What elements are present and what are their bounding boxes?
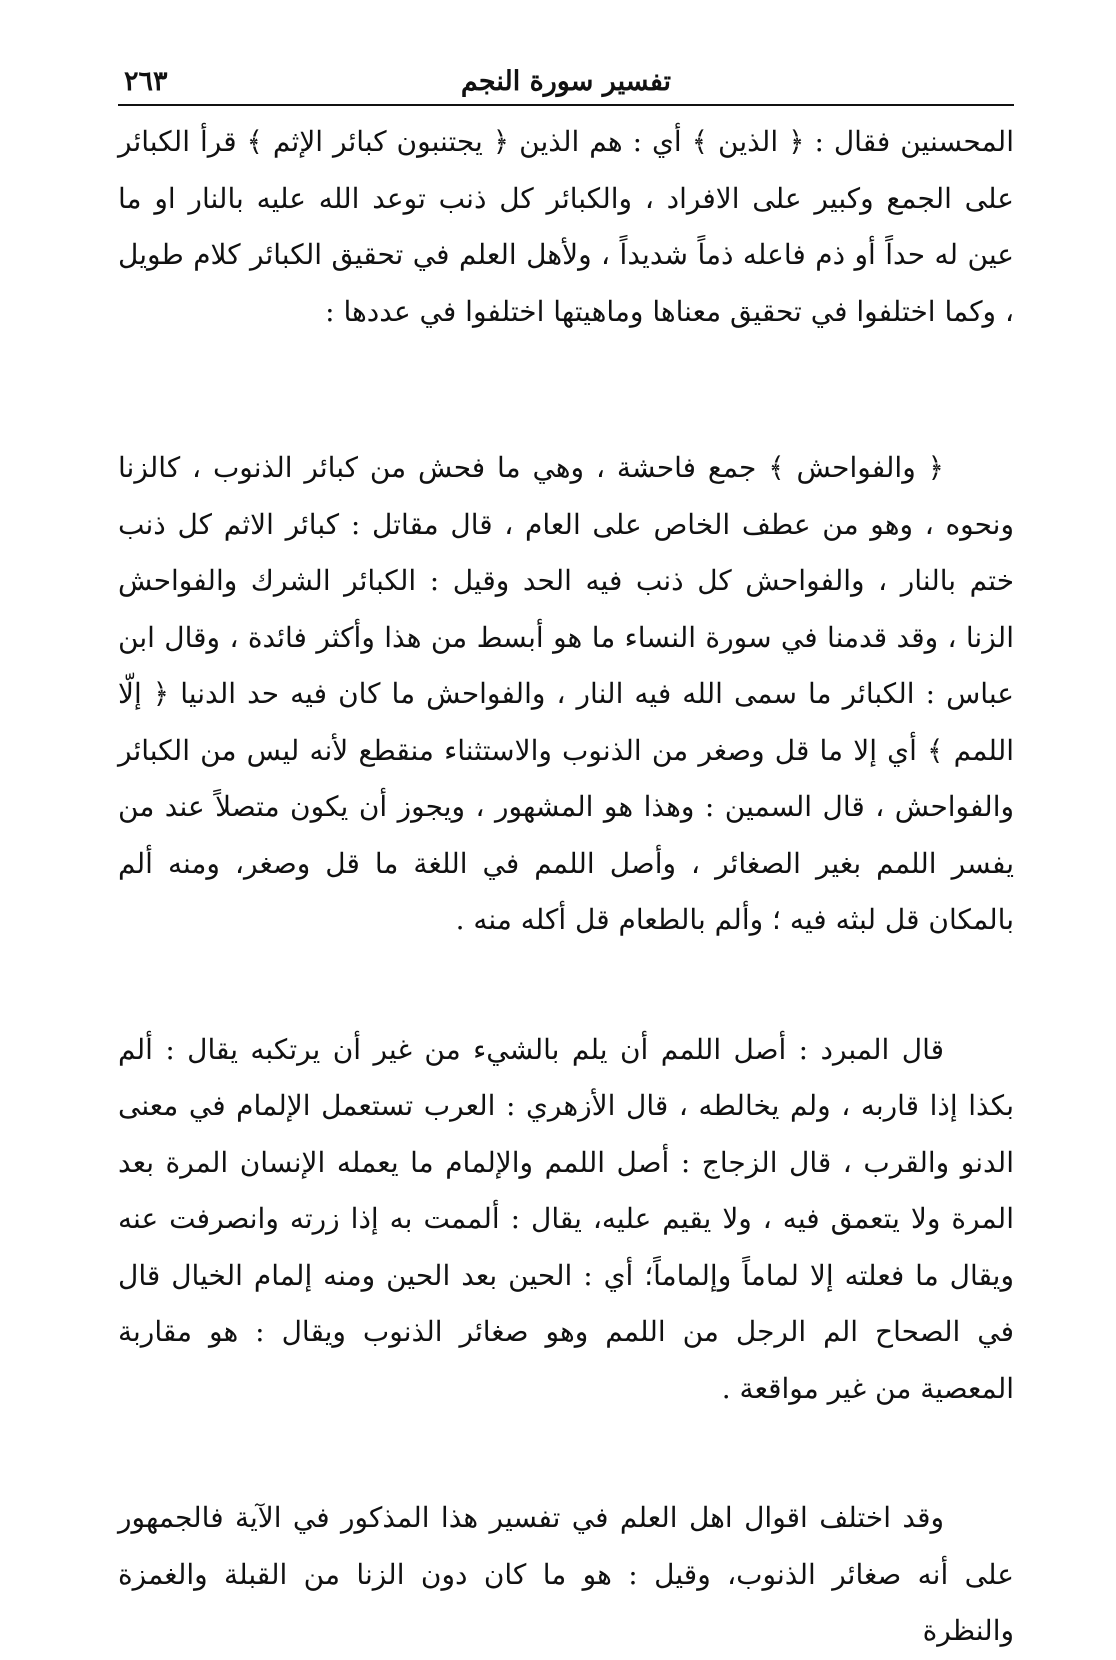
paragraph-2: ﴿ والفواحش ﴾ جمع فاحشة ، وهي ما فحش من كبائر الذنوب ، كالزنا ونحوه ، وهو من عطف الخاص على العام ، قال مقاتل : كبائر الاثم كل ذنب ختم بالنار ، والفواحش كل ذنب فيه الحد وقيل : الكبائر الشرك والفواحش الزنا ، وقد قدمنا في سورة النساء ما هو أبسط من هذا وأكثر فائدة ، وقال ابن عباس : الكبائر ما سمى الله فيه النار ، والفواحش ما كان فيه حد الدنيا ﴿ إلّا اللمم ﴾ أي إلا ما قل وصغر من الذنوب والاستثناء منقطع لأنه ليس من الكبائر والفواحش ، قال السمين : وهذا هو المشهور ، ويجوز أن يكون متصلاً عند من يفسر اللمم بغير الصغائر ، وأصل اللمم في اللغة ما قل وصغر، ومنه ألم بالمكان قل لبثه فيه ؛ وألم بالطعام قل أكله منه . bbox=[118, 451, 1014, 936]
document-page bbox=[118, 60, 1014, 1647]
paragraph-4: وقد اختلف اقوال اهل العلم في تفسير هذا المذكور في الآية فالجمهور على أنه صغائر الذنوب، وقيل : هو ما كان دون الزنا من القبلة والغمزة والنظرة bbox=[118, 1501, 1014, 1647]
paragraph-spacer bbox=[118, 1417, 1014, 1490]
paragraph-3: قال المبرد : أصل اللمم أن يلم بالشيء من غير أن يرتكبه يقال : ألم بكذا إذا قاربه ، ولم يخالطه ، قال الأزهري : العرب تستعمل الإلمام في معنى الدنو والقرب ، قال الزجاج : أصل اللمم والإلمام ما يعمله الإنسان المرة بعد المرة ولا يتعمق فيه ، ولا يقيم عليه، يقال : ألممت به إذا زرته وانصرفت عنه ويقال ما فعلته إلا لماماً وإلماماً؛ أي : الحين بعد الحين ومنه إلمام الخيال قال في الصحاح الم الرجل من اللمم وهو صغائر الذنوب ويقال : هو مقاربة المعصية من غير مواقعة . bbox=[118, 1032, 1014, 1405]
paragraph-spacer bbox=[118, 949, 1014, 1022]
page-header bbox=[118, 60, 1014, 106]
paragraph-1: المحسنين فقال : ﴿ الذين ﴾ أي : هم الذين ﴿ يجتنبون كبائر الإثم ﴾ قرأ الكبائر على الجمع وكبير على الافراد ، والكبائر كل ذنب توعد الله عليه بالنار او ما عين له حداً أو ذم فاعله ذماً شديداً ، ولأهل العلم في تحقيق الكبائر كلام طويل ، وكما اختلفوا في تحقيق معناها وماهيتها اختلفوا في عددها : bbox=[118, 125, 1014, 328]
running-title: تفسير سورة النجم bbox=[460, 66, 672, 97]
body-text bbox=[118, 114, 1014, 1660]
page-number: ٢٦٣ bbox=[124, 66, 168, 97]
paragraph-spacer bbox=[118, 340, 1014, 440]
